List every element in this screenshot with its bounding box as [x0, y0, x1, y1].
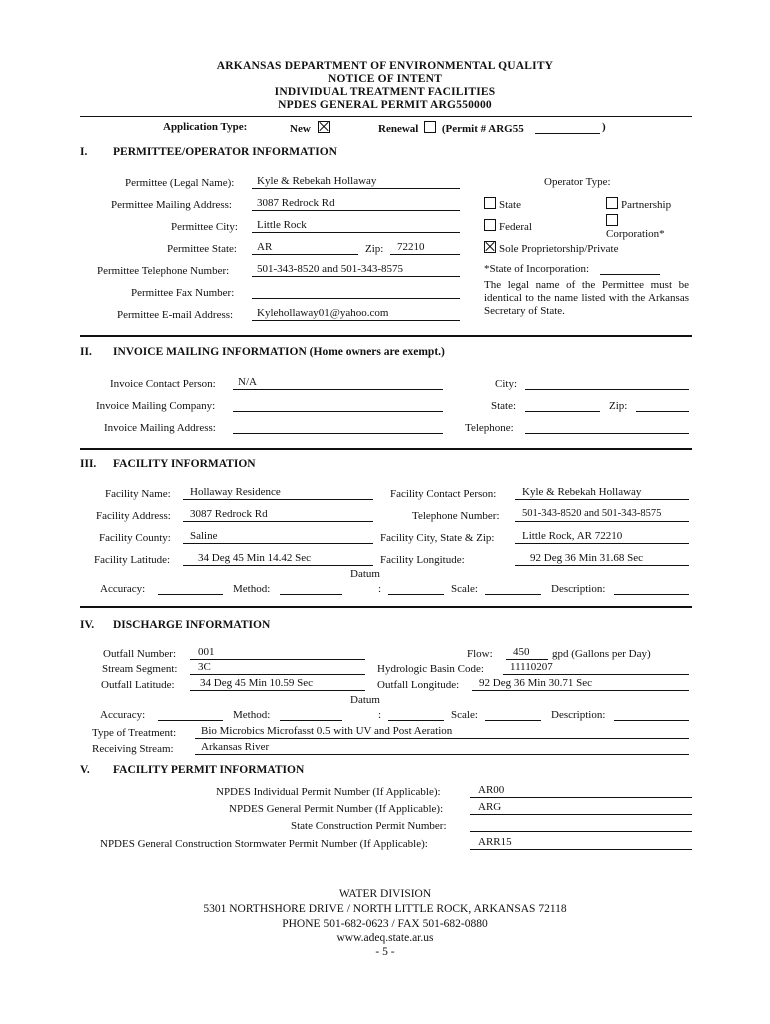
- stream-segment-value: 3C: [198, 661, 211, 673]
- receiving-stream-field[interactable]: [195, 754, 689, 755]
- outfall-longitude-value: 92 Deg 36 Min 30.71 Sec: [479, 677, 593, 689]
- section-5-title: FACILITY PERMIT INFORMATION: [113, 764, 305, 776]
- operator-type-title: Operator Type:: [544, 176, 611, 188]
- facility-csz-label: Facility City, State & Zip:: [380, 532, 495, 544]
- operator-corporation-label: Corporation*: [606, 228, 665, 240]
- outfall-method-field[interactable]: [280, 720, 342, 721]
- facility-scale-field[interactable]: [485, 594, 541, 595]
- invoice-city-field[interactable]: [525, 389, 689, 390]
- outfall-scale-label: Scale:: [451, 709, 478, 721]
- outfall-accuracy-label: Accuracy:: [100, 709, 146, 721]
- stormwater-permit-field[interactable]: [470, 849, 692, 850]
- operator-corporation-option[interactable]: [606, 214, 665, 240]
- section-2-title-text: INVOICE MAILING INFORMATION: [113, 346, 307, 358]
- outfall-longitude-label: Outfall Longitude:: [377, 679, 460, 691]
- zip-field[interactable]: [390, 254, 460, 255]
- section-3-title: FACILITY INFORMATION: [113, 458, 256, 470]
- invoice-company-label: Invoice Mailing Company:: [96, 400, 216, 412]
- facility-address-value: 3087 Redrock Rd: [190, 508, 268, 520]
- flow-field[interactable]: [506, 659, 548, 660]
- header-rule: [80, 116, 692, 117]
- facility-latitude-field[interactable]: [183, 565, 373, 566]
- footer-phone: PHONE 501-682-0623 / FAX 501-682-0880: [282, 918, 488, 930]
- renewal-label: Renewal: [378, 123, 419, 135]
- facility-contact-label: Facility Contact Person:: [390, 488, 497, 500]
- footer-website[interactable]: www.adeq.state.ar.us: [336, 932, 434, 944]
- general-permit-field[interactable]: [470, 814, 692, 815]
- outfall-latitude-field[interactable]: [190, 690, 365, 691]
- facility-scale-label: Scale:: [451, 583, 478, 595]
- facility-datum-label: Datum: [350, 568, 380, 580]
- renewal-checkbox[interactable]: [424, 121, 436, 133]
- section-2-title: [113, 346, 445, 358]
- flow-unit: gpd (Gallons per Day): [552, 648, 651, 660]
- invoice-state-label: State:: [491, 400, 517, 412]
- invoice-telephone-label: Telephone:: [465, 422, 514, 434]
- facility-name-field[interactable]: [183, 499, 373, 500]
- facility-longitude-field[interactable]: [515, 565, 689, 566]
- outfall-scale-field[interactable]: [485, 720, 541, 721]
- state-value: AR: [257, 241, 273, 253]
- facility-name-value: Hollaway Residence: [190, 486, 281, 498]
- outfall-datum-field[interactable]: [388, 720, 444, 721]
- email-field[interactable]: [252, 320, 460, 321]
- invoice-company-field[interactable]: [233, 411, 443, 412]
- facility-accuracy-field[interactable]: [158, 594, 223, 595]
- individual-permit-field[interactable]: [470, 797, 692, 798]
- header-line-2: NOTICE OF INTENT: [328, 73, 442, 85]
- invoice-zip-field[interactable]: [636, 411, 689, 412]
- outfall-method-label: Method:: [233, 709, 271, 721]
- zip-value: 72210: [397, 241, 425, 253]
- section-2-rule: [80, 448, 692, 450]
- email-label: Permittee E-mail Address:: [117, 309, 234, 321]
- facility-latitude-value: 34 Deg 45 Min 14.42 Sec: [198, 552, 312, 564]
- invoice-state-field[interactable]: [525, 411, 600, 412]
- mailing-address-field[interactable]: [252, 210, 460, 211]
- receiving-stream-label: Receiving Stream:: [92, 743, 174, 755]
- fax-label: Permittee Fax Number:: [131, 287, 235, 299]
- operator-state-label: State: [499, 199, 521, 211]
- facility-method-label: Method:: [233, 583, 271, 595]
- outfall-number-field[interactable]: [190, 659, 365, 660]
- general-permit-value: ARG: [478, 801, 502, 813]
- facility-longitude-value: 92 Deg 36 Min 31.68 Sec: [530, 552, 644, 564]
- new-checkbox[interactable]: [318, 121, 330, 133]
- zip-label: Zip:: [365, 243, 384, 255]
- outfall-number-value: 001: [198, 646, 215, 658]
- header-line-3: INDIVIDUAL TREATMENT FACILITIES: [274, 86, 496, 98]
- section-4-number: IV.: [80, 619, 95, 631]
- basin-code-value: 11110207: [510, 661, 553, 673]
- facility-telephone-label: Telephone Number:: [412, 510, 500, 522]
- facility-contact-value: Kyle & Rebekah Hollaway: [522, 486, 642, 498]
- facility-csz-field[interactable]: [515, 543, 689, 544]
- application-type-label: Application Type:: [163, 121, 248, 133]
- permit-number-suffix: ): [602, 121, 606, 133]
- operator-federal-label: Federal: [499, 221, 532, 233]
- facility-address-field[interactable]: [183, 521, 373, 522]
- outfall-accuracy-field[interactable]: [158, 720, 223, 721]
- flow-label: Flow:: [467, 648, 493, 660]
- construction-permit-label: State Construction Permit Number:: [291, 820, 447, 832]
- facility-accuracy-label: Accuracy:: [100, 583, 146, 595]
- outfall-latitude-label: Outfall Latitude:: [101, 679, 175, 691]
- facility-csz-value: Little Rock, AR 72210: [522, 530, 623, 542]
- operator-sole-option[interactable]: [484, 241, 618, 255]
- facility-datum-field[interactable]: [388, 594, 444, 595]
- operator-state-option[interactable]: [484, 197, 521, 211]
- city-label: Permittee City:: [171, 221, 238, 233]
- invoice-contact-field[interactable]: [233, 389, 443, 390]
- section-3-rule: [80, 606, 692, 608]
- legal-name-field[interactable]: [252, 188, 460, 189]
- new-label: New: [290, 123, 311, 135]
- invoice-contact-label: Invoice Contact Person:: [110, 378, 216, 390]
- facility-county-value: Saline: [190, 530, 218, 542]
- outfall-description-field[interactable]: [614, 720, 689, 721]
- state-field[interactable]: [252, 254, 358, 255]
- stormwater-permit-value: ARR15: [478, 836, 512, 848]
- city-value: Little Rock: [257, 219, 307, 231]
- operator-partnership-label: Partnership: [621, 199, 672, 211]
- footer-address: 5301 NORTHSHORE DRIVE / NORTH LITTLE ROCK, ARKANSAS 72118: [203, 903, 567, 915]
- treatment-type-value: Bio Microbics Microfasst 0.5 with UV and Post Aeration: [201, 725, 453, 737]
- facility-datum-colon: :: [378, 583, 382, 595]
- state-label: Permittee State:: [167, 243, 237, 255]
- outfall-datum-colon: :: [378, 709, 382, 721]
- flow-value: 450: [513, 646, 530, 658]
- legal-name-note: The legal name of the Permittee must be identical to the name listed with the Arkansas Secretary of State.: [484, 279, 689, 317]
- incorporation-label: *State of Incorporation:: [484, 263, 590, 275]
- outfall-description-label: Description:: [551, 709, 606, 721]
- operator-sole-checkbox[interactable]: [484, 241, 496, 253]
- operator-partnership-checkbox[interactable]: [606, 197, 618, 209]
- city-field[interactable]: [252, 232, 460, 233]
- facility-name-label: Facility Name:: [105, 488, 171, 500]
- facility-latitude-label: Facility Latitude:: [94, 554, 171, 566]
- outfall-longitude-field[interactable]: [472, 690, 689, 691]
- facility-county-field[interactable]: [183, 543, 373, 544]
- telephone-value: 501-343-8520 and 501-343-8575: [257, 263, 404, 275]
- operator-federal-checkbox[interactable]: [484, 219, 496, 231]
- operator-partnership-option[interactable]: [606, 197, 671, 211]
- general-permit-label: NPDES General Permit Number (If Applicable):: [229, 803, 444, 815]
- section-2-number: II.: [80, 346, 92, 358]
- new-option[interactable]: [290, 121, 333, 135]
- construction-permit-field[interactable]: [470, 831, 692, 832]
- legal-name-value: Kyle & Rebekah Hollaway: [257, 175, 377, 187]
- telephone-label: Permittee Telephone Number:: [97, 265, 230, 277]
- outfall-latitude-value: 34 Deg 45 Min 10.59 Sec: [200, 677, 314, 689]
- legal-name-label: Permittee (Legal Name):: [125, 177, 235, 189]
- permit-number-field[interactable]: [535, 133, 600, 134]
- section-1-title: PERMITTEE/OPERATOR INFORMATION: [113, 146, 337, 158]
- operator-corporation-checkbox[interactable]: [606, 214, 618, 226]
- invoice-zip-label: Zip:: [609, 400, 628, 412]
- facility-address-label: Facility Address:: [96, 510, 171, 522]
- footer-division: WATER DIVISION: [338, 888, 432, 900]
- page-number: - 5 -: [375, 946, 395, 958]
- treatment-type-field[interactable]: [195, 738, 689, 739]
- stream-segment-field[interactable]: [190, 674, 365, 675]
- facility-method-field[interactable]: [280, 594, 342, 595]
- stormwater-permit-label: NPDES General Construction Stormwater Permit Number (If Applicable):: [100, 838, 428, 850]
- facility-description-field[interactable]: [614, 594, 689, 595]
- treatment-type-label: Type of Treatment:: [92, 727, 177, 739]
- section-1-rule: [80, 335, 692, 337]
- basin-code-field[interactable]: [503, 674, 689, 675]
- invoice-telephone-field[interactable]: [525, 433, 689, 434]
- individual-permit-label: NPDES Individual Permit Number (If Applicable):: [216, 786, 441, 798]
- operator-sole-label: Sole Proprietorship/Private: [499, 243, 619, 255]
- section-2-title-note: (Home owners are exempt.): [309, 346, 445, 358]
- permit-number-prefix: (Permit # ARG55: [441, 123, 524, 135]
- invoice-city-label: City:: [495, 378, 518, 390]
- stream-segment-label: Stream Segment:: [102, 663, 178, 675]
- mailing-address-label: Permittee Mailing Address:: [111, 199, 232, 211]
- facility-description-label: Description:: [551, 583, 606, 595]
- basin-code-label: Hydrologic Basin Code:: [377, 663, 484, 675]
- header-line-1: ARKANSAS DEPARTMENT OF ENVIRONMENTAL QUALITY: [216, 60, 554, 72]
- outfall-number-label: Outfall Number:: [103, 648, 177, 660]
- facility-county-label: Facility County:: [99, 532, 171, 544]
- operator-federal-option[interactable]: [484, 219, 532, 233]
- receiving-stream-value: Arkansas River: [201, 741, 270, 753]
- telephone-field[interactable]: [252, 276, 460, 277]
- invoice-address-label: Invoice Mailing Address:: [104, 422, 216, 434]
- section-1-number: I.: [80, 146, 88, 158]
- facility-contact-field[interactable]: [515, 499, 689, 500]
- invoice-contact-value: N/A: [238, 376, 257, 388]
- invoice-address-field[interactable]: [233, 433, 443, 434]
- section-3-number: III.: [80, 458, 97, 470]
- section-4-title: DISCHARGE INFORMATION: [113, 619, 271, 631]
- individual-permit-value: AR00: [478, 784, 505, 796]
- renewal-option[interactable]: [378, 121, 524, 135]
- operator-state-checkbox[interactable]: [484, 197, 496, 209]
- email-value: Kylehollaway01@yahoo.com: [257, 307, 389, 319]
- header-line-4: NPDES GENERAL PERMIT ARG550000: [278, 99, 492, 111]
- facility-telephone-field[interactable]: [515, 521, 689, 522]
- fax-field[interactable]: [252, 298, 460, 299]
- section-5-number: V.: [80, 764, 90, 776]
- incorporation-field[interactable]: [600, 274, 660, 275]
- facility-longitude-label: Facility Longitude:: [380, 554, 465, 566]
- outfall-datum-label: Datum: [350, 694, 380, 706]
- mailing-address-value: 3087 Redrock Rd: [257, 197, 335, 209]
- facility-telephone-value: 501-343-8520 and 501-343-8575: [522, 508, 662, 519]
